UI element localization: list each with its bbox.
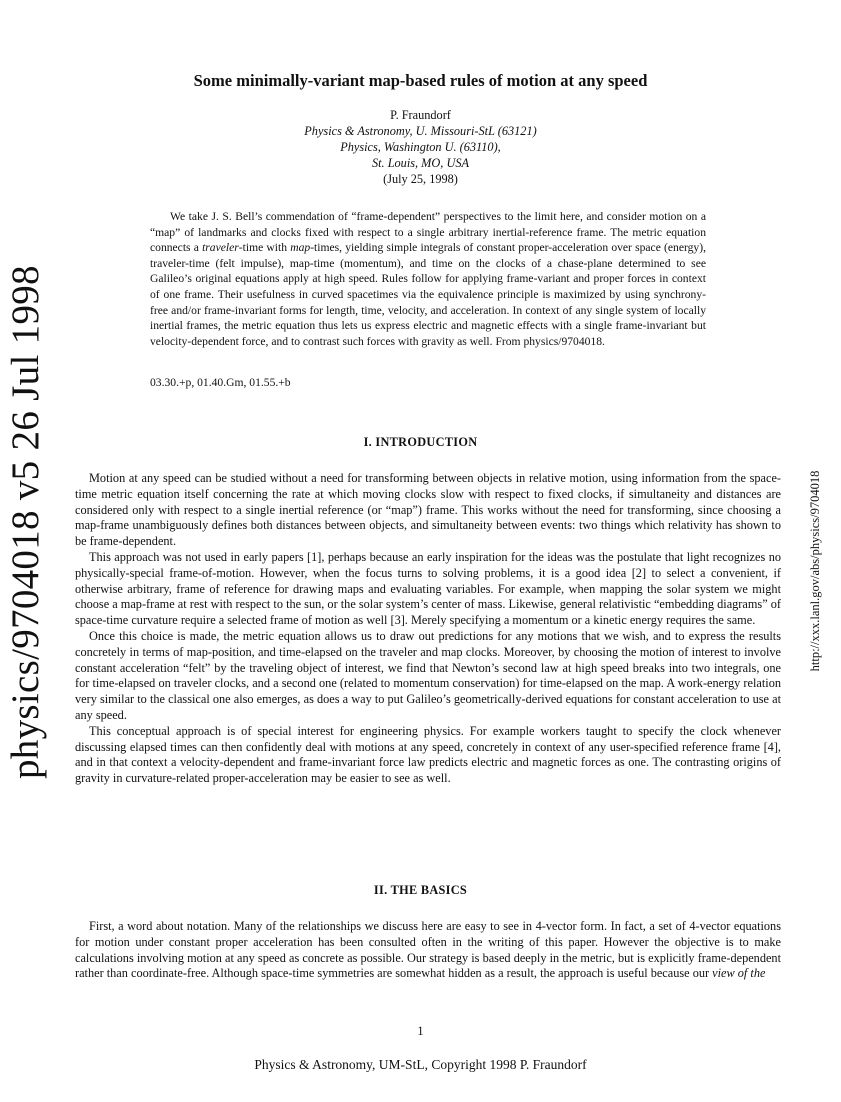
abstract-text-2: -time with	[238, 241, 291, 255]
introduction-body	[75, 471, 781, 787]
basics-emphasis-text: view of the	[712, 966, 766, 981]
arxiv-side-identifier: physics/9704018 v5 26 Jul 1998	[4, 265, 47, 779]
intro-paragraph: Motion at any speed can be studied without a need for transforming between objects in relative motion, using information from the space-time metric equation itself concerning the rate at which moving clocks slow with respect to fixed clocks, if simultaneity and distances are considered only with respect to a single inertial reference (or “map”) frame. This works without the need for transforming, since choosing a map-frame unambiguously defines both distances between objects, and simultaneity between events: two things which relativity has shown to be frame-dependent.	[75, 471, 781, 549]
abstract-text-1: We take J. S. Bell’s commendation of “frame-dependent” perspectives to the limit here, and consider motion on a “map” of landmarks and clocks fixed with respect to a single arbitrary inertial-reference frame. The metric equation connects a	[150, 210, 706, 255]
intro-paragraph: Once this choice is made, the metric equation allows us to draw out predictions for any motions that we wish, and to express the results concretely in terms of map-position, and time-elapsed on the traveler and map clocks. Moreover, by choosing the motion of interest to involve constant acceleration “felt” by the traveling object of interest, we find that Newton’s second law at high speed breaks into two integrals, one for time-elapsed on traveler clocks, and a second one (related to momentum conservation) for time-elapsed on the map. A work-energy relation very similar to the classical one also emerges, as does a way to put Galileo’s geometrically-derived equations for constant acceleration to use at any speed.	[75, 628, 781, 722]
page-number: 1	[417, 1024, 424, 1038]
affiliation-line-3: St. Louis, MO, USA	[371, 156, 469, 170]
basics-paragraph-text: First, a word about notation. Many of the relationships we discuss here are easy to see in 4-vector form. In fact, a set of 4-vector equations for motion under constant proper acceleration has been consulted often in the writing of this paper. However the objective is to make calculations involving motion at any speed as concrete as possible. Our strategy is based deeply in the metric, but is explicitly frame-dependent rather than coordinate-free. Although space-time symmetries are somewhat hidden as a result, the approach is useful because our	[75, 919, 781, 981]
abstract-emphasis-traveler: traveler	[202, 241, 239, 255]
pacs-codes: 03.30.+p, 01.40.Gm, 01.55.+b	[150, 376, 291, 389]
arxiv-side-url[interactable]: http://xxx.lanl.gov/abs/physics/9704018	[808, 470, 822, 672]
abstract	[150, 209, 706, 349]
affiliation-line-1: Physics & Astronomy, U. Missouri-StL (63121)	[304, 124, 537, 138]
intro-paragraph: This conceptual approach is of special interest for engineering physics. For example workers taught to specify the clock whenever discussing elapsed times can then confidently deal with motions at any speed, concretely in context of any user-specified reference frame [4], and in that context a velocity-dependent and frame-invariant force law predicts electric and magnetic forces as one. The contrasting origins of gravity in curvature-related proper-acceleration may be easier to see as well.	[75, 723, 781, 786]
abstract-emphasis-map: map	[290, 241, 311, 255]
page-footer: Physics & Astronomy, UM-StL, Copyright 1998 P. Fraundorf	[254, 1057, 587, 1072]
paper-title: Some minimally-variant map-based rules of motion at any speed	[193, 71, 648, 90]
basics-body	[75, 919, 781, 982]
intro-paragraph: This approach was not used in early papers [1], perhaps because an early inspiration for the ideas was the postulate that light recognizes no physically-special frame-of-motion. However, when the focus turns to solving problems, it is a good idea [2] to select a convenient, if otherwise arbitrary, frame of reference for drawing maps and evaluating variables. For example, when mapping the solar system we might choose a map-frame at rest with respect to the sun, or the solar system’s center of mass. Likewise, general relativistic “embedding diagrams” of space-time curvature require a selected frame of motion as well [3]. Merely specifying a momentum or a kinetic energy requires the same.	[75, 549, 781, 628]
author-name: P. Fraundorf	[390, 108, 451, 122]
section-heading-introduction: I. INTRODUCTION	[363, 435, 478, 449]
paper-date: (July 25, 1998)	[383, 172, 458, 186]
abstract-text-3: -times, yielding simple integrals of constant proper-acceleration over space (energy), traveler-time (felt impulse), map-time (momentum), and time on the clocks of a chase-plane determined to see Galileo’s original equations apply at high speed. Rules follow for applying frame-variant and proper forces in context of one frame. Their usefulness in curved spacetimes via the equivalence principle is maximized by using synchrony-free and/or frame-invariant forms for length, time, velocity, and acceleration. In context of any single system of locally inertial frames, the metric equation thus lets us express electric and magnetic effects with a single frame-invariant but velocity-dependent force, and to contrast such forces with gravity as well. From physics/9704018.	[150, 241, 706, 348]
section-heading-basics: II. THE BASICS	[373, 883, 468, 897]
affiliation-line-2: Physics, Washington U. (63110),	[340, 140, 501, 154]
